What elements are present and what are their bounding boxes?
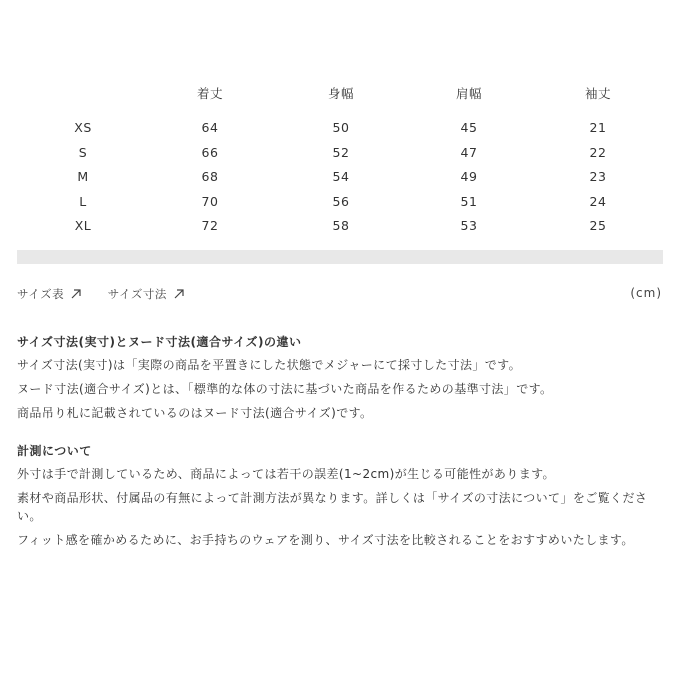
- size-label: XL: [74, 218, 92, 233]
- table-cell: 49: [460, 169, 478, 184]
- table-cell: 45: [460, 120, 478, 135]
- table-cell: 58: [332, 218, 350, 233]
- table-cell: 64: [201, 120, 219, 135]
- header-shoulder-width: 肩幅: [455, 86, 483, 101]
- table-row: [0, 218, 680, 243]
- size-chart-link[interactable]: [17, 286, 82, 302]
- header-sleeve-length: 袖丈: [584, 86, 612, 101]
- table-row: [0, 169, 680, 194]
- table-cell: 68: [201, 169, 219, 184]
- measurement-method-section: [17, 442, 665, 549]
- table-cell: 47: [460, 144, 478, 160]
- size-table: [0, 84, 680, 243]
- note-line: 商品吊り札に記載されているのはヌード寸法(適合サイズ)です。: [17, 406, 373, 420]
- table-cell: 25: [589, 218, 607, 233]
- table-cell: 52: [332, 144, 350, 160]
- table-header-row: [0, 84, 680, 120]
- unit-label: (cm): [630, 286, 662, 300]
- size-chart-link-label: サイズ表: [17, 287, 65, 301]
- header-body-width: 身幅: [327, 86, 355, 101]
- table-bottom-bar: [17, 250, 663, 264]
- table-cell: 22: [589, 144, 607, 160]
- table-cell: 50: [332, 120, 350, 135]
- section-heading: サイズ寸法(実寸)とヌード寸法(適合サイズ)の違い: [17, 335, 302, 349]
- table-cell: 70: [201, 193, 219, 209]
- external-arrow-icon: [173, 288, 185, 300]
- note-line: フィット感を確かめるために、お手持ちのウェアを測り、サイズ寸法を比較されることをおすすめいたします。: [17, 533, 634, 547]
- size-label: M: [77, 169, 89, 184]
- table-row: [0, 194, 680, 219]
- note-line: ヌード寸法(適合サイズ)とは、「標準的な体の寸法に基づいた商品を作るための基準寸法」です。: [17, 382, 553, 396]
- table-cell: 56: [332, 193, 350, 209]
- size-label: S: [78, 144, 88, 160]
- note-line: 素材や商品形状、付属品の有無によって計測方法が異なります。詳しくは「サイズの寸法について」をご覧ください。: [17, 491, 648, 523]
- table-row: [0, 120, 680, 145]
- size-measure-link[interactable]: [108, 286, 185, 302]
- header-length: 着丈: [196, 86, 224, 101]
- section-heading: 計測について: [17, 444, 92, 458]
- note-line: サイズ寸法(実寸)は「実際の商品を平置きにした状態でメジャーにて採寸した寸法」です。: [17, 358, 522, 372]
- table-cell: 53: [460, 218, 478, 233]
- table-cell: 24: [589, 193, 607, 209]
- size-links: [17, 286, 207, 302]
- table-cell: 54: [332, 169, 350, 184]
- table-row: [0, 145, 680, 170]
- external-arrow-icon: [70, 288, 82, 300]
- size-measure-link-label: サイズ寸法: [107, 287, 167, 301]
- measurement-difference-section: [17, 333, 665, 422]
- table-cell: 51: [460, 193, 478, 209]
- note-line: 外寸は手で計測しているため、商品によっては若干の誤差(1~2cm)が生じる可能性があります。: [17, 467, 555, 481]
- size-label: XS: [74, 120, 92, 135]
- size-label: L: [79, 193, 87, 209]
- size-notes: [17, 333, 665, 555]
- table-cell: 21: [589, 120, 607, 135]
- table-cell: 66: [201, 144, 219, 160]
- table-cell: 72: [201, 218, 219, 233]
- table-cell: 23: [589, 169, 607, 184]
